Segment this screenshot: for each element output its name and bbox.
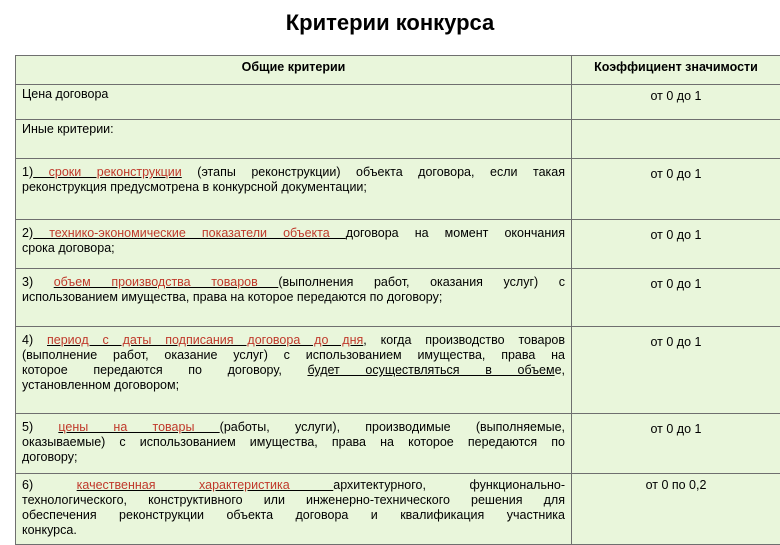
criterion-line	[22, 290, 565, 305]
criterion-line	[22, 241, 565, 256]
criterion-text-segment: (работы, услуги), производимые (выполняемые,	[220, 420, 565, 434]
criterion-line	[22, 450, 565, 465]
criterion-line	[22, 275, 565, 290]
criterion-text-segment: оказываемые) с использованием имущества, права на которое передаются по	[22, 435, 565, 449]
criterion-line	[22, 333, 565, 348]
criterion-text-segment: будет осуществляться в объем	[307, 363, 554, 377]
other-criteria-label: Иные критерии:	[16, 120, 572, 159]
price-coefficient: от 0 до 1	[572, 85, 780, 120]
criterion-text-segment: 1)	[22, 165, 33, 179]
highlighted-term: качественная характеристика	[77, 478, 334, 492]
criterion-text-segment: срока договора;	[22, 241, 115, 255]
criterion-line	[22, 493, 565, 508]
criterion-line	[22, 226, 565, 241]
criterion-coefficient: от 0 до 1	[572, 327, 780, 414]
page-title: Критерии конкурса	[0, 10, 780, 36]
highlighted-term: технико-экономические показатели объекта	[33, 226, 346, 240]
criterion-coefficient: от 0 по 0,2	[572, 474, 780, 545]
criterion-line	[22, 523, 565, 538]
price-criterion-label: Цена договора	[16, 85, 572, 120]
criterion-text-segment: 2)	[22, 226, 33, 240]
criterion-text-segment: технологического, конструктивного или инженерно-технического решения для	[22, 493, 565, 507]
header-general-criteria: Общие критерии	[16, 56, 572, 85]
criterion-text-segment: 4)	[22, 333, 47, 347]
criterion-text	[16, 414, 572, 474]
criterion-text-segment: 3)	[22, 275, 54, 289]
criterion-coefficient: от 0 до 1	[572, 414, 780, 474]
criterion-text-segment: установленном договором;	[22, 378, 179, 392]
criterion-line	[22, 420, 565, 435]
highlighted-term: период с даты подписания договора до дня	[47, 333, 363, 347]
table-row	[16, 474, 780, 545]
criterion-coefficient: от 0 до 1	[572, 269, 780, 327]
criterion-text-segment: конкурса.	[22, 523, 77, 537]
highlighted-term: объем производства товаров	[54, 275, 279, 289]
criterion-text-segment: обеспечения реконструкции объекта договора и квалификация участника	[22, 508, 565, 522]
criterion-line	[22, 363, 565, 378]
table-row	[16, 327, 780, 414]
criterion-line	[22, 348, 565, 363]
criterion-text-segment: е,	[555, 363, 565, 377]
criterion-text-segment: 5)	[22, 420, 58, 434]
table-row	[16, 269, 780, 327]
highlighted-term: сроки реконструкции	[33, 165, 182, 179]
criterion-line	[22, 435, 565, 450]
criterion-text-segment: (выполнения работ, оказания услуг) с	[278, 275, 565, 289]
criterion-text-segment: (этапы реконструкции) объекта договора, если такая	[182, 165, 565, 179]
criterion-line	[22, 180, 565, 195]
criterion-coefficient: от 0 до 1	[572, 159, 780, 220]
highlighted-term: цены на товары	[58, 420, 219, 434]
table-row	[16, 414, 780, 474]
table-row	[16, 159, 780, 220]
criterion-coefficient: от 0 до 1	[572, 220, 780, 269]
table-header-row	[16, 56, 780, 85]
criterion-text-segment: договору;	[22, 450, 77, 464]
criterion-text-segment: , когда производство товаров	[363, 333, 565, 347]
other-criteria-coefficient-empty	[572, 120, 780, 159]
criterion-text	[16, 327, 572, 414]
criterion-text	[16, 474, 572, 545]
criterion-text-segment: которое передаются по договору,	[22, 363, 307, 377]
header-significance-coefficient: Коэффициент значимости	[572, 56, 780, 85]
criterion-text-segment: договора на момент окончания	[346, 226, 565, 240]
table-row-other-criteria	[16, 120, 780, 159]
criterion-text	[16, 159, 572, 220]
criterion-text-segment: использованием имущества, права на которое передаются по договору;	[22, 290, 442, 304]
criterion-line	[22, 508, 565, 523]
criterion-line	[22, 165, 565, 180]
criterion-text	[16, 220, 572, 269]
criterion-line	[22, 478, 565, 493]
table-row-price	[16, 85, 780, 120]
criterion-text-segment: реконструкция предусмотрена в конкурсной документации;	[22, 180, 367, 194]
criterion-line	[22, 378, 565, 393]
criterion-text-segment: (выполнение работ, оказание услуг) с использованием имущества, права на	[22, 348, 565, 362]
criterion-text-segment: архитектурного, функционально-	[333, 478, 565, 492]
table-row	[16, 220, 780, 269]
criterion-text-segment: 6)	[22, 478, 77, 492]
criteria-table	[15, 55, 780, 545]
criterion-text	[16, 269, 572, 327]
